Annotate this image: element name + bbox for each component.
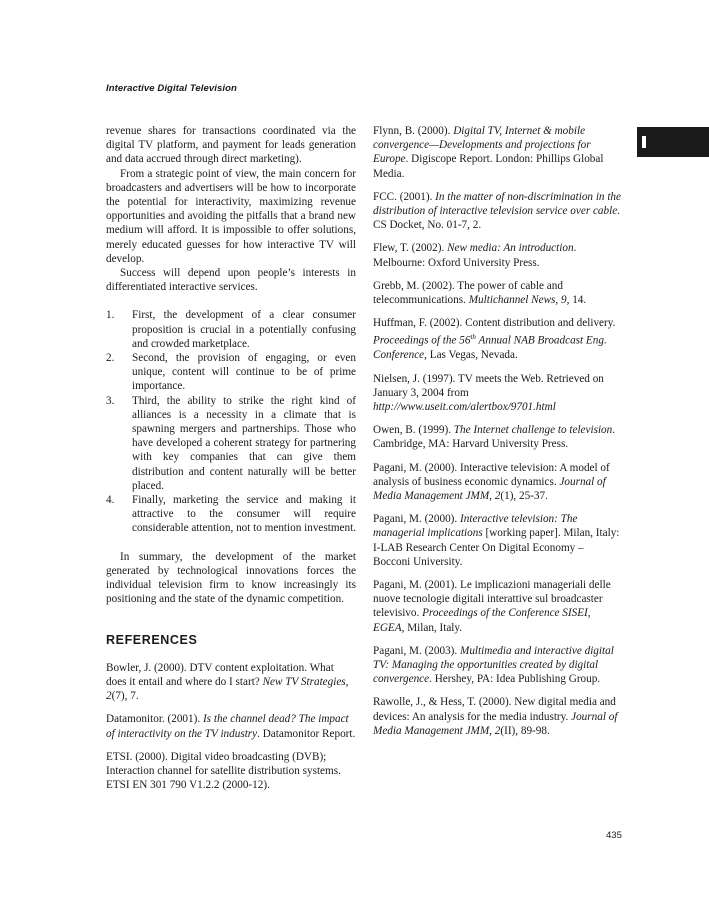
reference-pagani-2000b: Pagani, M. (2000). Interactive television: The managerial implications [working paper]. Milan, Italy: I-LAB Research Center On Digital Economy – Bocconi University. — [373, 513, 620, 568]
reference-rawolle: Rawolle, J., & Hess, T. (2000). New digital media and devices: An analysis for the media industry. Journal of Media Management JMM, 2(II), 89-98. — [373, 696, 618, 737]
reference-flew: Flew, T. (2002). New media: An introduction. Melbourne: Oxford University Press. — [373, 242, 577, 269]
reference-flynn: Flynn, B. (2000). Digital TV, Internet & mobile convergence—Developments and projections for Europe. Digiscope Report. London: Phillips Global Media. — [373, 125, 604, 180]
paragraph: Success will depend upon people’s interests in differentiated interactive services. — [106, 267, 356, 294]
list-text: Finally, marketing the service and making it attractive to the consumer will require considerable attention, not to mention investment. — [132, 494, 357, 535]
list-text: Third, the ability to strike the right kind of alliances is a necessity in a climate that is spawning mergers and partnerships. Those who have developed a coherent strategy for partnering with key companies that can give them distribution and content naturally will be better placed. — [132, 394, 356, 492]
reference-nielsen: Nielsen, J. (1997). TV meets the Web. Retrieved on January 3, 2004 from http://www.useit.com/alertbox/9701.html — [373, 372, 604, 413]
list-item — [106, 351, 356, 394]
reference-fcc: FCC. (2001). In the matter of non-discrimination in the distribution of interactive television service over cable. CS Docket, No. 01-7, 2. — [373, 190, 621, 232]
running-header: Interactive Digital Television — [106, 83, 237, 94]
reference-pagani-2003: Pagani, M. (2003). Multimedia and interactive digital TV: Managing the opportunities created by digital convergence. Hershey, PA: Idea Publishing Group. — [373, 644, 614, 686]
chapter-tab-mark — [642, 136, 646, 148]
list-number: 2. — [106, 352, 115, 365]
list-item — [106, 308, 356, 351]
reference-bowler: Bowler, J. (2000). DTV content exploitation. What does it entail and where do I start? New TV Strategies, 2(7), 7. — [106, 661, 349, 703]
right-column — [373, 124, 623, 738]
reference-datamonitor: Datamonitor. (2001). Is the channel dead? The impact of interactivity on the TV industry. Datamonitor Report. — [106, 713, 356, 740]
numbered-list — [106, 308, 356, 535]
paragraph: From a strategic point of view, the main concern for broadcasters and advertisers will be how to incorporate the potential for interactivity, maximizing revenue opportunities and avoiding the pitfalls that a brand new medium will afford. It is impossible to offer solutions, merely educated guesses for how interactive TV will develop. — [106, 167, 356, 265]
references-heading: REFERENCES — [106, 632, 198, 647]
paragraph: In summary, the development of the market generated by technological innovations forces the individual television firm to know increasingly its positioning and the state of the dynamic competition. — [106, 550, 356, 606]
reference-pagani-2001: Pagani, M. (2001). Le implicazioni manageriali delle nuove tecnologie digitali interattive sul broadcaster televisivo. Proceedings of the Conference SISEI, EGEA, Milan, Italy. — [373, 579, 611, 634]
reference-owen: Owen, B. (1999). The Internet challenge to television. Cambridge, MA: Harvard University Press. — [373, 424, 616, 451]
list-text: First, the development of a clear consumer proposition is crucial in a potentially confusing and crowded marketplace. — [132, 309, 356, 350]
page-number: 435 — [606, 830, 622, 841]
list-item — [106, 394, 356, 493]
reference-grebb: Grebb, M. (2002). The power of cable and telecommunications. Multichannel News, 9, 14. — [373, 279, 587, 307]
list-number: 1. — [106, 309, 115, 322]
list-number: 3. — [106, 394, 115, 407]
list-number: 4. — [106, 494, 115, 507]
reference-pagani-2000a: Pagani, M. (2000). Interactive television: A model of analysis of business economic dynamics. Journal of Media Management JMM, 2(1), 25-37. — [373, 461, 610, 502]
reference-etsi: ETSI. (2000). Digital video broadcasting (DVB); Interaction channel for satellite distribution systems. ETSI EN 301 790 V1.2.2 (2000-12). — [106, 750, 341, 792]
paragraph: revenue shares for transactions coordinated via the digital TV platform, and payment for leads generation and data accrued through direct marketing). — [106, 125, 356, 166]
chapter-tab — [637, 127, 709, 157]
left-column — [106, 124, 356, 792]
list-text: Second, the provision of engaging, or even unique, content will continue to be of prime importance. — [132, 352, 356, 393]
reference-huffman: Huffman, F. (2002). Content distribution and delivery. Proceedings of the 56th Annual NAB Broadcast Eng. Conference, Las Vegas, Nevada. — [373, 317, 616, 362]
list-item — [106, 493, 356, 536]
